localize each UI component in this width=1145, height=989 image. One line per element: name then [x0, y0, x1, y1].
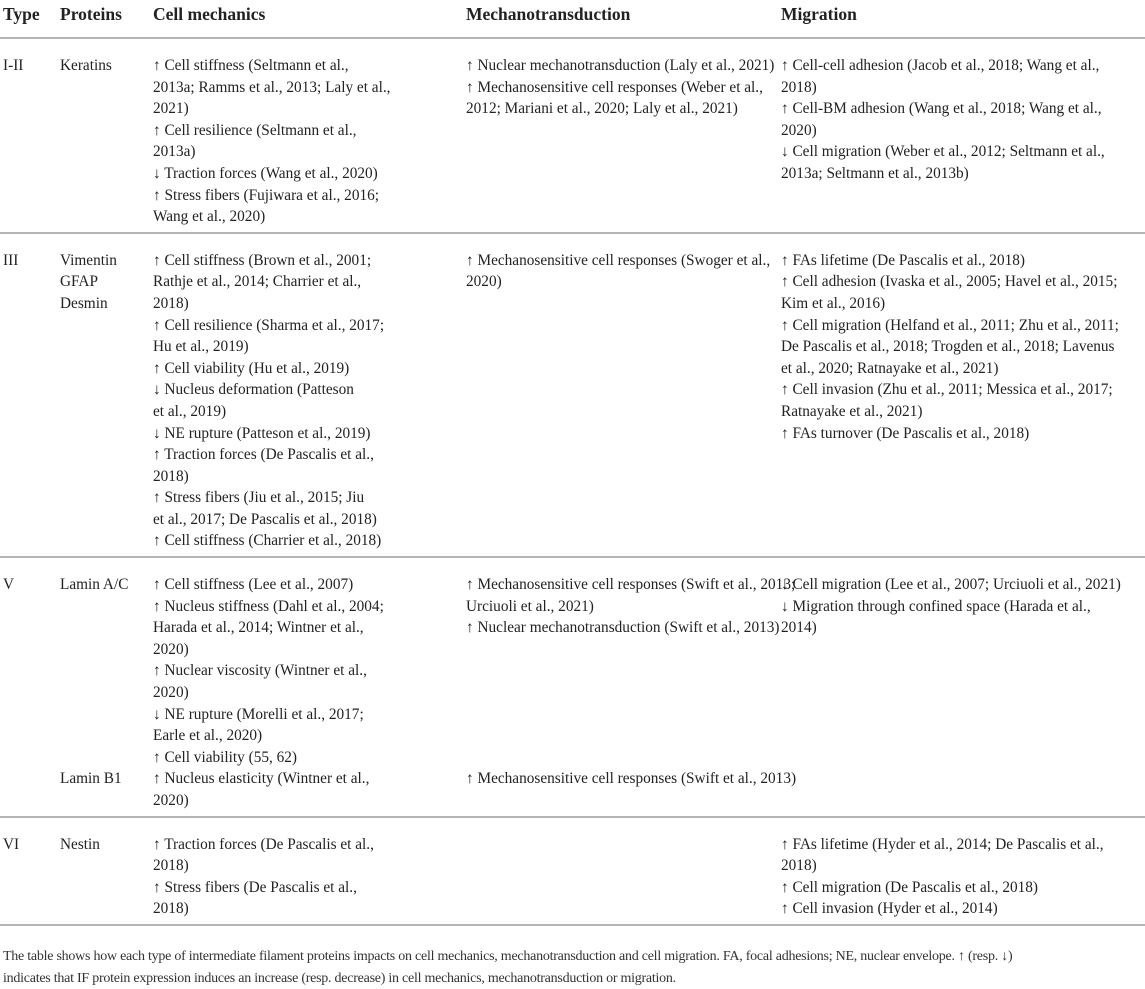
mechanotransduction-cell — [466, 768, 797, 811]
cell-line: ↑ Cell viability (55, 62) — [153, 748, 298, 766]
migration-cell — [781, 834, 1145, 920]
cell-line: ↑ Cell stiffness (Brown et al., 2001; — [153, 251, 372, 269]
cell-line: 2018) — [153, 467, 189, 485]
cell-line: ↑ FAs turnover (De Pascalis et al., 2018) — [781, 424, 1030, 442]
cell-line: ↑ Cell adhesion (Ivaska et al., 2005; Havel et al., 2015; — [781, 273, 1118, 291]
type-cell — [0, 768, 60, 811]
cell-line: Hu et al., 2019) — [153, 338, 249, 356]
cell-line: ↑ Nucleus elasticity (Wintner et al., — [153, 770, 370, 788]
table-subrow — [0, 768, 1145, 811]
cell-line: ↑ Cell stiffness (Seltmann et al., — [153, 57, 349, 74]
cell-mechanics-cell — [153, 574, 466, 768]
table-subrow — [0, 574, 1145, 768]
migration-cell — [781, 250, 1145, 552]
cell-line: 2021) — [153, 100, 189, 118]
cell-line: ↑ Traction forces (De Pascalis et al., — [153, 446, 374, 464]
table-row — [0, 818, 1145, 926]
table-row — [0, 234, 1145, 558]
cell-line: et al., 2020; Ratnayake et al., 2021) — [781, 359, 999, 377]
cell-mechanics-cell — [153, 250, 466, 552]
cell-line: ↓ Traction forces (Wang et al., 2020) — [153, 164, 378, 182]
cell-line: 2018) — [153, 857, 189, 875]
cell-line: 2018) — [781, 857, 817, 875]
cell-line: Vimentin — [60, 251, 117, 269]
cell-line: Lamin B1 — [60, 770, 122, 788]
header-mechanotransduction: Mechanotransduction — [466, 4, 631, 24]
cell-line: Lamin A/C — [60, 576, 129, 594]
cell-line: ↑ Mechanosensitive cell responses (Swift et al., 2013; — [466, 576, 796, 594]
table-row — [0, 558, 1145, 818]
cell-line: ↑ Traction forces (De Pascalis et al., — [153, 835, 374, 853]
cell-line: Nestin — [60, 835, 100, 853]
cell-line: GFAP — [60, 273, 98, 291]
cell-line: ↓ Cell migration (Lee et al., 2007; Urciuoli et al., 2021) — [781, 576, 1121, 594]
cell-line: ↑ FAs lifetime (De Pascalis et al., 2018) — [781, 251, 1025, 269]
type-cell — [0, 574, 60, 768]
migration-cell — [781, 55, 1145, 228]
cell-line: III — [3, 251, 19, 269]
cell-line: ↑ Cell migration (Helfand et al., 2011; Zhu et al., 2011; — [781, 316, 1119, 334]
cell-line: De Pascalis et al., 2018; Trogden et al., 2018; Lavenus — [781, 338, 1115, 356]
cell-line: ↑ Cell migration (De Pascalis et al., 2018) — [781, 878, 1039, 896]
mechanotransduction-cell — [466, 55, 781, 228]
cell-line: 2020) — [153, 792, 189, 809]
caption-line: The table shows how each type of intermediate filament proteins impacts on cell mechanics, mechanotransduction and cell migration. FA, focal adhesions; NE, nuclear envelope. ↑ (resp. ↓) — [3, 948, 1013, 964]
cell-line: et al., 2019) — [153, 402, 227, 420]
cell-line: ↑ Cell invasion (Zhu et al., 2011; Messica et al., 2017; — [781, 381, 1113, 399]
cell-line: ↑ Stress fibers (Fujiwara et al., 2016; — [153, 186, 380, 204]
mechanotransduction-cell — [466, 834, 781, 920]
table-subrow — [0, 250, 1145, 552]
cell-line: ↑ Nuclear mechanotransduction (Laly et al., 2021) — [466, 57, 775, 74]
cell-line: ↑ Cell-BM adhesion (Wang et al., 2018; Wang et al., — [781, 100, 1102, 118]
cell-line: ↑ Mechanosensitive cell responses (Swift et al., 2013) — [466, 770, 797, 788]
cell-line: I-II — [3, 57, 24, 74]
cell-line: ↓ Cell migration (Weber et al., 2012; Seltmann et al., — [781, 143, 1105, 161]
cell-line: V — [3, 576, 15, 594]
cell-line: ↑ Cell-cell adhesion (Jacob et al., 2018; Wang et al., — [781, 57, 1100, 74]
mechanotransduction-cell — [466, 574, 796, 768]
table-subrow — [0, 55, 1145, 228]
type-cell — [0, 55, 60, 228]
cell-mechanics-cell — [153, 55, 466, 228]
type-cell — [0, 250, 60, 552]
cell-line: ↓ Migration through confined space (Harada et al., — [781, 597, 1091, 615]
cell-line: Ratnayake et al., 2021) — [781, 402, 923, 420]
cell-line: et al., 2017; De Pascalis et al., 2018) — [153, 510, 377, 528]
cell-line: 2013a) — [153, 143, 196, 161]
table-header-row — [0, 0, 1145, 39]
table-subrow — [0, 834, 1145, 920]
cell-line: 2018) — [781, 78, 817, 96]
cell-line: 2013a; Seltmann et al., 2013b) — [781, 164, 969, 182]
cell-mechanics-cell — [153, 768, 466, 811]
cell-line: ↑ Cell stiffness (Lee et al., 2007) — [153, 576, 354, 594]
header-cell-mechanics: Cell mechanics — [153, 4, 266, 24]
proteins-cell — [60, 250, 153, 552]
cell-line: ↑ Mechanosensitive cell responses (Weber et al., — [466, 78, 763, 96]
cell-line: 2020) — [153, 640, 189, 658]
migration-cell — [781, 574, 1145, 768]
cell-line: ↑ Nuclear mechanotransduction (Swift et al., 2013) — [466, 619, 780, 637]
cell-line: ↑ Stress fibers (Jiu et al., 2015; Jiu — [153, 489, 365, 507]
proteins-cell — [60, 55, 153, 228]
cell-line: ↓ Nucleus deformation (Patteson — [153, 381, 354, 399]
cell-line: Rathje et al., 2014; Charrier et al., — [153, 273, 362, 291]
cell-line: ↑ Cell resilience (Seltmann et al., — [153, 121, 357, 139]
cell-line: Wang et al., 2020) — [153, 208, 266, 226]
table-row — [0, 39, 1145, 234]
cell-line: 2020) — [466, 273, 502, 291]
cell-line: Desmin — [60, 294, 108, 312]
cell-line: ↑ Stress fibers (De Pascalis et al., — [153, 878, 357, 896]
proteins-cell — [60, 574, 153, 768]
cell-line: 2018) — [153, 900, 189, 918]
migration-cell — [781, 768, 1145, 811]
cell-line: Harada et al., 2014; Wintner et al., — [153, 619, 364, 637]
cell-line: 2012; Mariani et al., 2020; Laly et al., 2021) — [466, 100, 738, 118]
header-proteins: Proteins — [60, 4, 122, 24]
cell-line: Kim et al., 2016) — [781, 294, 886, 312]
caption-line: indicates that IF protein expression induces an increase (resp. decrease) in cell mechanics, mechanotransduction or migration. — [3, 970, 676, 986]
cell-line: ↑ Cell viability (Hu et al., 2019) — [153, 359, 350, 377]
mechanotransduction-cell — [466, 250, 781, 552]
cell-line: 2020) — [153, 684, 189, 702]
cell-line: ↓ NE rupture (Morelli et al., 2017; — [153, 705, 364, 723]
cell-line: ↑ Cell stiffness (Charrier et al., 2018) — [153, 532, 382, 550]
type-cell — [0, 834, 60, 920]
cell-line: ↑ Cell invasion (Hyder et al., 2014) — [781, 900, 998, 918]
cell-line: ↑ Nuclear viscosity (Wintner et al., — [153, 662, 367, 680]
cell-line: Earle et al., 2020) — [153, 727, 263, 745]
cell-line: ↑ Cell resilience (Sharma et al., 2017; — [153, 316, 385, 334]
cell-line: VI — [3, 835, 20, 853]
cell-line: Urciuoli et al., 2021) — [466, 597, 594, 615]
cell-line: ↑ Mechanosensitive cell responses (Swoger et al., — [466, 251, 771, 269]
cell-line: ↑ FAs lifetime (Hyder et al., 2014; De Pascalis et al., — [781, 835, 1104, 853]
cell-line: ↓ NE rupture (Patteson et al., 2019) — [153, 424, 371, 442]
table-caption — [0, 926, 1145, 989]
proteins-cell — [60, 768, 153, 811]
cell-line: ↑ Nucleus stiffness (Dahl et al., 2004; — [153, 597, 384, 615]
header-type: Type — [3, 4, 40, 24]
cell-line: Keratins — [60, 57, 112, 74]
cell-line: 2018) — [153, 294, 189, 312]
header-migration: Migration — [781, 4, 857, 24]
cell-line: 2013a; Ramms et al., 2013; Laly et al., — [153, 78, 391, 96]
cell-line: 2020) — [781, 121, 817, 139]
table-body — [0, 39, 1145, 926]
cell-mechanics-cell — [153, 834, 466, 920]
cell-line: 2014) — [781, 619, 817, 637]
proteins-cell — [60, 834, 153, 920]
